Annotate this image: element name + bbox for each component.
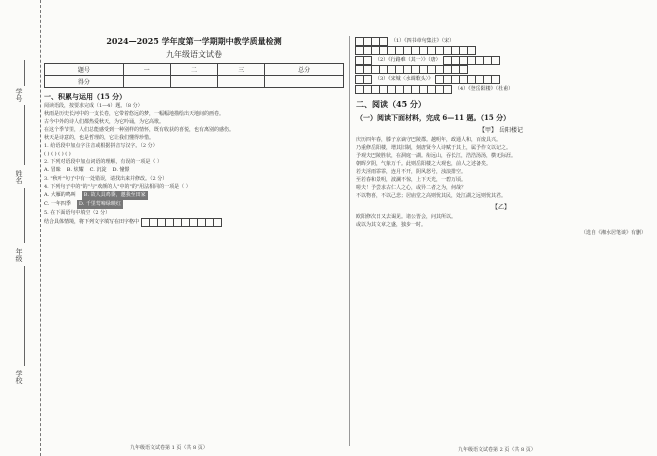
option-c[interactable]: C. 一年四季 [44, 201, 71, 207]
writing-grid[interactable] [356, 56, 372, 65]
passage-text: 至若春和景明，波澜不惊，上下天光，一碧万顷。 [356, 177, 467, 183]
fill-line [356, 74, 646, 84]
passage-tag: 【乙】 [491, 204, 510, 211]
passage-tag: 【甲】 [479, 127, 498, 134]
page-footer-left: 九年级语文试卷第 1 页（共 8 页） [130, 445, 208, 451]
score-cell: 总分 [265, 64, 344, 76]
score-cell: 三 [218, 64, 265, 76]
binding-line [24, 105, 25, 165]
option-a[interactable]: A. 大雁的鸣叫 [44, 192, 76, 198]
question-1: 1. 给语段中加点字注音或根据拼音写汉字。（2 分） [44, 143, 158, 149]
fill-line [356, 55, 646, 65]
fill-prompt: （4）《登岳阳楼》（杜甫） [455, 86, 514, 92]
fill-line [356, 84, 646, 94]
writing-grid[interactable] [142, 218, 222, 227]
fill-prompt: （3）《宋城〈水调歌头〉》 [375, 76, 434, 82]
right-column [356, 36, 646, 237]
option-c[interactable]: C. 沉淀 [89, 167, 107, 173]
writing-grid[interactable] [356, 46, 476, 55]
section-heading: 一、积累与运用（15 分） [44, 92, 127, 101]
question-5-instruction: 结合具体情境，将下列文字填写在田字格中 [44, 219, 140, 225]
writing-grid[interactable] [356, 75, 372, 84]
exam-subtitle: 九年级语文试卷 [166, 50, 222, 59]
passage-text: 欧阳修次日又去谒见。诸公皆会，问其所以。 [356, 214, 457, 220]
passage-text: 秋天是诗意的，也是哲理的，它让我们懂得珍惜。 [44, 135, 155, 141]
score-cell [265, 76, 344, 88]
score-cell: 得分 [45, 76, 124, 88]
passage-text: 秋雨是历史长河中的一支长卷，它带着悠远的梦，一幅幅地描绘出天地间的画卷。 [44, 111, 225, 117]
passage-text: 乃重修岳阳楼，增其旧制，刻唐贤今人诗赋于其上，属予作文以记之。 [356, 145, 512, 151]
passage-text: 在这个季节里，人们总能感受到一种别样的情怀，既有收获的喜悦，也有离别的感伤。 [44, 127, 235, 133]
left-column [44, 36, 344, 227]
writing-grid[interactable] [444, 56, 500, 65]
binding-margin [0, 0, 41, 456]
passage-text: 若夫淫雨霏霏，连月不开，阴风怒号，浊浪排空。 [356, 169, 467, 175]
writing-grid[interactable] [356, 85, 452, 94]
passage-text: 朝晖夕阴，气象万千。此则岳阳楼之大观也，前人之述备矣。 [356, 161, 492, 167]
score-cell: 一 [123, 64, 170, 76]
passage-title: 岳阳楼记 [498, 127, 523, 134]
question-2: 2. 下列对语段中加点词语的理解，有误的一项是（ ） [44, 159, 162, 165]
option-b[interactable]: B. 炫耀 [66, 167, 84, 173]
option-b[interactable]: B. 故人具鸡黍，邀我至田家 [83, 192, 146, 198]
score-cell [170, 76, 217, 88]
fill-line [356, 65, 646, 74]
exam-title: 2024—2025 学年度第一学期期中教学质量检测 [106, 36, 282, 46]
fill-line [356, 46, 646, 55]
binding-label-school: 学校 [15, 370, 23, 384]
score-table [44, 63, 344, 88]
question-4: 4. 下列句子中的"的"与"欢颜的人"中的"的"用法相同的一项是（ ） [44, 184, 191, 190]
passage-source: （选自《湘水居笔谈》有删） [580, 230, 646, 236]
passage-text: 予观夫巴陵胜状，在洞庭一湖。衔远山，吞长江，浩浩汤汤，横无际涯。 [356, 153, 517, 159]
passage-text: 庆历四年春，滕子京谪守巴陵郡。越明年，政通人和，百废具兴。 [356, 137, 502, 143]
column-divider [349, 36, 350, 446]
page-footer-right: 九年级语文试卷第 2 页（共 8 页） [458, 447, 536, 453]
fill-prompt: （2）《行路难（其一）》（唐） [375, 57, 441, 63]
writing-grid[interactable] [356, 37, 388, 46]
binding-line [24, 266, 25, 366]
binding-label-grade: 年级 [15, 248, 23, 262]
passage-heading [356, 202, 646, 211]
fill-line [356, 36, 646, 46]
option-d[interactable]: D. 憧憬 [112, 167, 130, 173]
binding-label-name: 姓名 [15, 170, 23, 184]
score-cell [123, 76, 170, 88]
score-cell [218, 76, 265, 88]
passage-text: 不以物喜，不以己悲；居庙堂之高则忧其民，处江湖之远则忧其君。 [356, 193, 507, 199]
writing-grid[interactable] [356, 65, 468, 74]
answer-blanks: ( ) ( ) ( ) ( ) [44, 151, 71, 157]
subsection-heading: （一）阅读下面材料，完成 6—11 题。（15 分） [356, 113, 511, 122]
fill-prompt: （1）《四书章句集注》（宋） [391, 38, 455, 44]
question-3: 3. "秋叶"句子中有一处错误，请找出来并修改。（2 分） [44, 176, 168, 182]
binding-line [24, 188, 25, 243]
options-row [44, 191, 344, 200]
options-row [44, 200, 344, 209]
writing-grid[interactable] [436, 75, 500, 84]
writing-grid-row [44, 217, 344, 227]
binding-label-id: 学号 [15, 88, 23, 102]
passage-heading [356, 125, 646, 134]
binding-line [24, 60, 25, 86]
option-d[interactable]: D. 千里莺啼绿映红 [78, 201, 121, 207]
score-cell: 题号 [45, 64, 124, 76]
option-a[interactable]: A. 冒昧 [44, 167, 61, 173]
score-cell: 二 [170, 64, 217, 76]
passage-text: 或以为其文章之盛，独步一时。 [356, 222, 427, 228]
question-5: 5. 在下面语句中填空（2 分） [44, 210, 111, 216]
question-intro: 阅读语段，按要求完成（1—4）题。（8 分） [44, 103, 143, 109]
passage-text: 古今中外的诗人们都热爱秋天，为它吟诵，为它高歌。 [44, 119, 165, 125]
passage-text: 嗟夫！予尝求古仁人之心，或异二者之为，何哉？ [356, 185, 467, 191]
options-row [44, 166, 344, 175]
section-heading: 二、阅读（45 分） [356, 99, 426, 109]
